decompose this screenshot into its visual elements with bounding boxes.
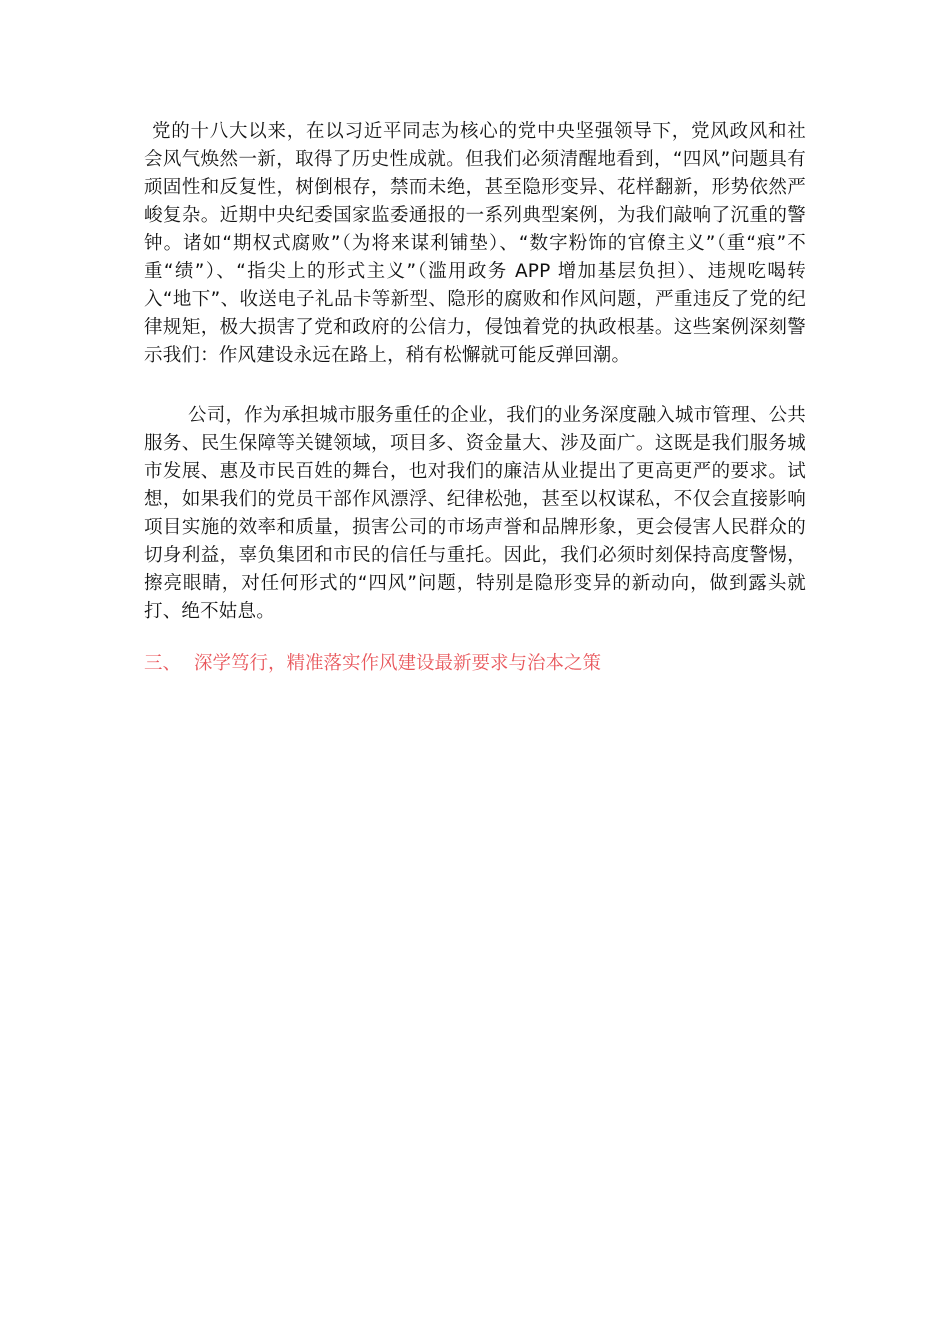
section-heading-number: 三、 (144, 653, 182, 674)
paragraph-party-style-background: 党的十八大以来，在以习近平同志为核心的党中央坚强领导下，党风政风和社会风气焕然一新，取得了历史性成就。但我们必须清醒地看到，“四风”问题具有顽固性和反复性，树倒根存，禁而未绝，甚至隐形变异、花样翻新，形势依然严峻复杂。近期中央纪委国家监委通报的一系列典型案例，为我们敲响了沉重的警钟。诸如“期权式腐败”（为将来谋利铺垫）、“数字粉饰的官僚主义”（重“痕”不重“绩”）、“指尖上的形式主义”（滥用政务 APP 增加基层负担）、违规吃喝转入“地下”、收送电子礼品卡等新型、隐形的腐败和作风问题，严重违反了党的纪律规矩，极大损害了党和政府的公信力，侵蚀着党的执政根基。这些案例深刻警示我们：作风建设永远在路上，稍有松懈就可能反弹回潮。 (144, 121, 806, 366)
section-heading-text: 深学笃行，精准落实作风建设最新要求与治本之策 (194, 653, 602, 674)
document-body (144, 118, 806, 678)
paragraph-company-requirements: 公司，作为承担城市服务重任的企业，我们的业务深度融入城市管理、公共服务、民生保障等关键领域，项目多、资金量大、涉及面广。这既是我们服务城市发展、惠及市民百姓的舞台，也对我们的廉洁从业提出了更高更严的要求。试想，如果我们的党员干部作风漂浮、纪律松弛，甚至以权谋私，不仅会直接影响项目实施的效率和质量，损害公司的市场声誉和品牌形象，更会侵害人民群众的切身利益，辜负集团和市民的信任与重托。因此，我们必须时刻保持高度警惕，擦亮眼睛，对任何形式的“四风”问题，特别是隐形变异的新动向，做到露头就打、绝不姑息。 (144, 405, 806, 622)
section-heading (144, 650, 806, 678)
